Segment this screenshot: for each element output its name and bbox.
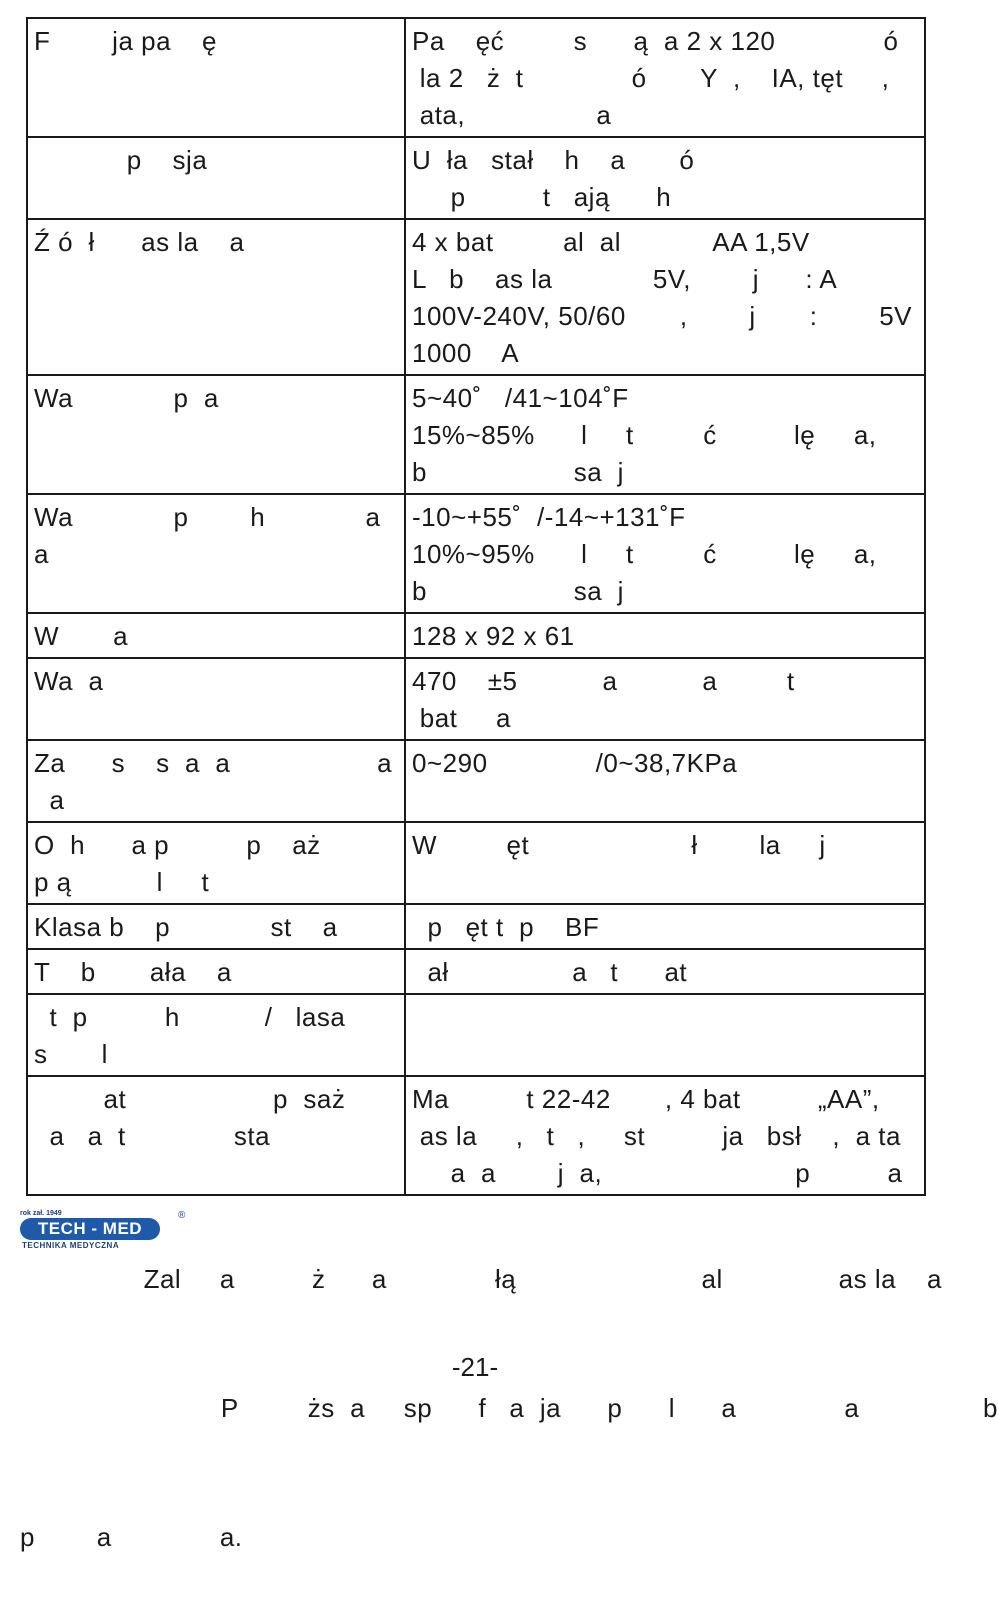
spec-key-cell: Za s s a a a a [27, 740, 405, 822]
logo-brand-text: TECH - MED [20, 1218, 160, 1240]
spec-row [27, 658, 925, 740]
spec-value-cell: 5~40˚ /41~104˚F 15%~85% l t ć lę a, b sa j [405, 375, 925, 494]
tech-med-logo [20, 1210, 186, 1252]
spec-value-cell: 470 ±5 a a t bat a [405, 658, 925, 740]
spec-value-cell: U ła stał h a ó p t ają h [405, 137, 925, 219]
spec-key-cell: Klasa b p st a [27, 904, 405, 949]
spec-value-cell: 0~290 /0~38,7KPa [405, 740, 925, 822]
spec-key-cell: W a [27, 613, 405, 658]
spec-row [27, 219, 925, 375]
spec-value-cell: -10~+55˚ /-14~+131˚F 10%~95% l t ć lę a, b sa j [405, 494, 925, 613]
spec-key-cell: O h a p p aż p ą l t [27, 822, 405, 904]
spec-value-cell: 4 x bat al al AA 1,5V L b as la 5V, j : A 100V-240V, 50/60 , j : 5V 1000 A [405, 219, 925, 375]
spec-row [27, 822, 925, 904]
spec-row [27, 613, 925, 658]
page-number: -21- [451, 1352, 499, 1382]
spec-row [27, 18, 925, 137]
spec-row [27, 904, 925, 949]
specification-table-body [27, 18, 925, 1195]
spec-row [27, 740, 925, 822]
spec-row [27, 994, 925, 1076]
spec-key-cell: at p saż a a t sta [27, 1076, 405, 1195]
footer-note-line-2: P żs a sp f a ja p l a a b [20, 1393, 998, 1423]
spec-key-cell: p sja [27, 137, 405, 219]
spec-key-cell: T b ała a [27, 949, 405, 994]
spec-key-cell: Wa p a [27, 375, 405, 494]
footer-note-line-1: Zal a ż a łą al as la a [20, 1264, 942, 1294]
spec-value-cell: Ma t 22-42 , 4 bat „AA”, as la , t , st ja bsł , a ta a a j a, p a [405, 1076, 925, 1195]
spec-value-cell: 128 x 92 x 61 [405, 613, 925, 658]
specification-table [26, 17, 926, 1196]
spec-value-cell: ał a t at [405, 949, 925, 994]
logo-founded-text: rok zał. 1949 [20, 1210, 62, 1217]
spec-value-cell: W ęt ł la j [405, 822, 925, 904]
spec-row [27, 137, 925, 219]
spec-value-cell: Pa ęć s ą a 2 x 120 ó la 2 ż t ó Y , IA, tęt , ata, a [405, 18, 925, 137]
logo-registered-mark: ® [178, 1210, 186, 1221]
spec-key-cell: F ja pa ę [27, 18, 405, 137]
spec-row [27, 494, 925, 613]
spec-row [27, 949, 925, 994]
spec-key-cell: Wa p h a a [27, 494, 405, 613]
spec-value-cell [405, 994, 925, 1076]
spec-key-cell: t p h / lasa s l [27, 994, 405, 1076]
spec-key-cell: Wa a [27, 658, 405, 740]
logo-subtitle-text: TECHNIKA MEDYCZNA [22, 1241, 120, 1250]
spec-key-cell: Ź ó ł as la a [27, 219, 405, 375]
spec-row [27, 375, 925, 494]
spec-value-cell: p ęt t p BF [405, 904, 925, 949]
footer-note-line-3: p a a. [20, 1522, 243, 1552]
